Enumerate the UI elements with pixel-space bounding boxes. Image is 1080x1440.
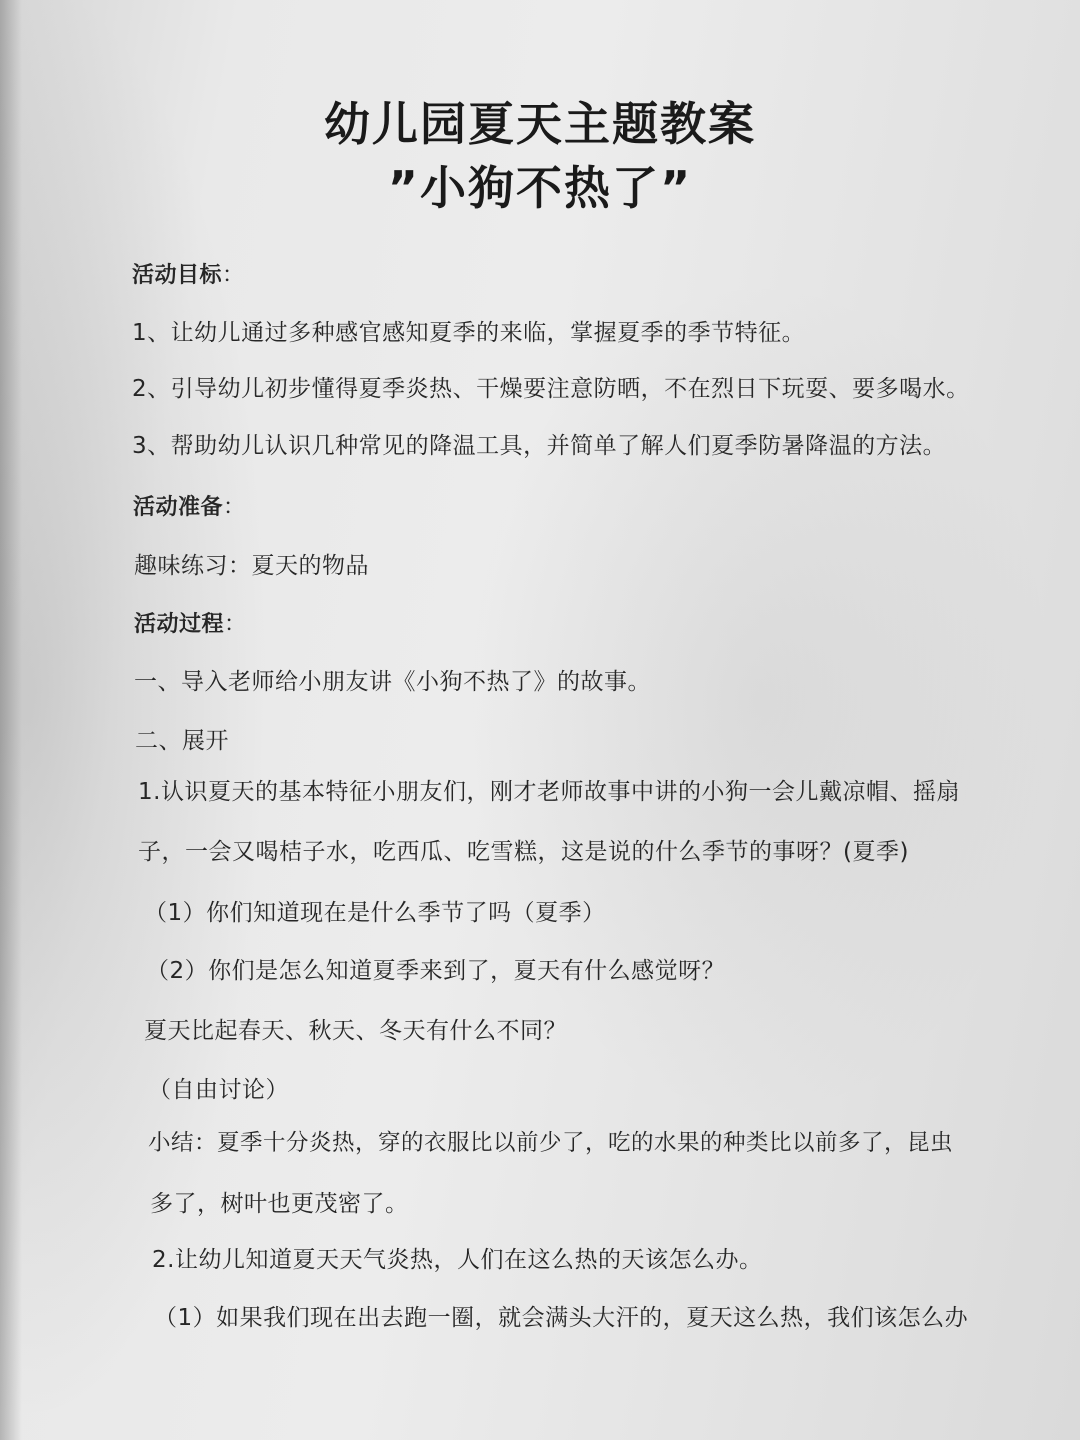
document-subtitle: ”小狗不热了” (387, 161, 693, 215)
process-line: 一、导入老师给小朋友讲《小狗不热了》的故事。 (134, 669, 651, 695)
process-line: （1）你们知道现在是什么季节了吗（夏季） (144, 900, 606, 926)
goals-heading (132, 258, 245, 289)
process-line: 夏天比起春天、秋天、冬天有什么不同？ (144, 1018, 567, 1044)
process-line: （自由讨论） (148, 1077, 289, 1103)
process-line: 子，一会又喝桔子水，吃西瓜、吃雪糕，这是说的什么季节的事呀？(夏季) (138, 839, 909, 865)
process-line: 2.让幼儿知道夏天天气炎热，人们在这么热的天该怎么办。 (152, 1247, 763, 1273)
prep-heading (133, 490, 246, 521)
document-title: 幼儿园夏天主题教案 (324, 97, 756, 151)
goal-item: 1、让幼儿通过多种感官感知夏季的来临，掌握夏季的季节特征。 (132, 320, 806, 346)
process-line: （1）如果我们现在出去跑一圈，就会满头大汗的，夏天这么热，我们该怎么办 (154, 1305, 969, 1331)
process-heading-text: 活动过程 (134, 612, 225, 637)
process-line: 多了，树叶也更茂密了。 (150, 1191, 409, 1217)
goal-item: 2、引导幼儿初步懂得夏季炎热、干燥要注意防晒，不在烈日下玩耍、要多喝水。 (132, 376, 970, 402)
process-line: 1.认识夏天的基本特征小朋友们，刚才老师故事中讲的小狗一会儿戴凉帽、摇扇 (138, 779, 960, 805)
prep-text: 趣味练习：夏天的物品 (134, 553, 369, 579)
prep-heading-colon: ： (223, 495, 246, 520)
process-line: 小结：夏季十分炎热，穿的衣服比以前少了，吃的水果的种类比以前多了，昆虫 (148, 1130, 954, 1156)
process-line: （2）你们是怎么知道夏季来到了，夏天有什么感觉呀？ (146, 958, 726, 984)
process-line: 二、展开 (135, 728, 229, 754)
process-heading (134, 607, 247, 638)
goal-item: 3、帮助幼儿认识几种常见的降温工具，并简单了解人们夏季防暑降温的方法。 (132, 433, 947, 459)
goals-heading-colon: ： (222, 263, 245, 288)
goals-heading-text: 活动目标 (132, 263, 223, 288)
process-heading-colon: ： (224, 612, 247, 637)
prep-heading-text: 活动准备 (133, 495, 224, 520)
